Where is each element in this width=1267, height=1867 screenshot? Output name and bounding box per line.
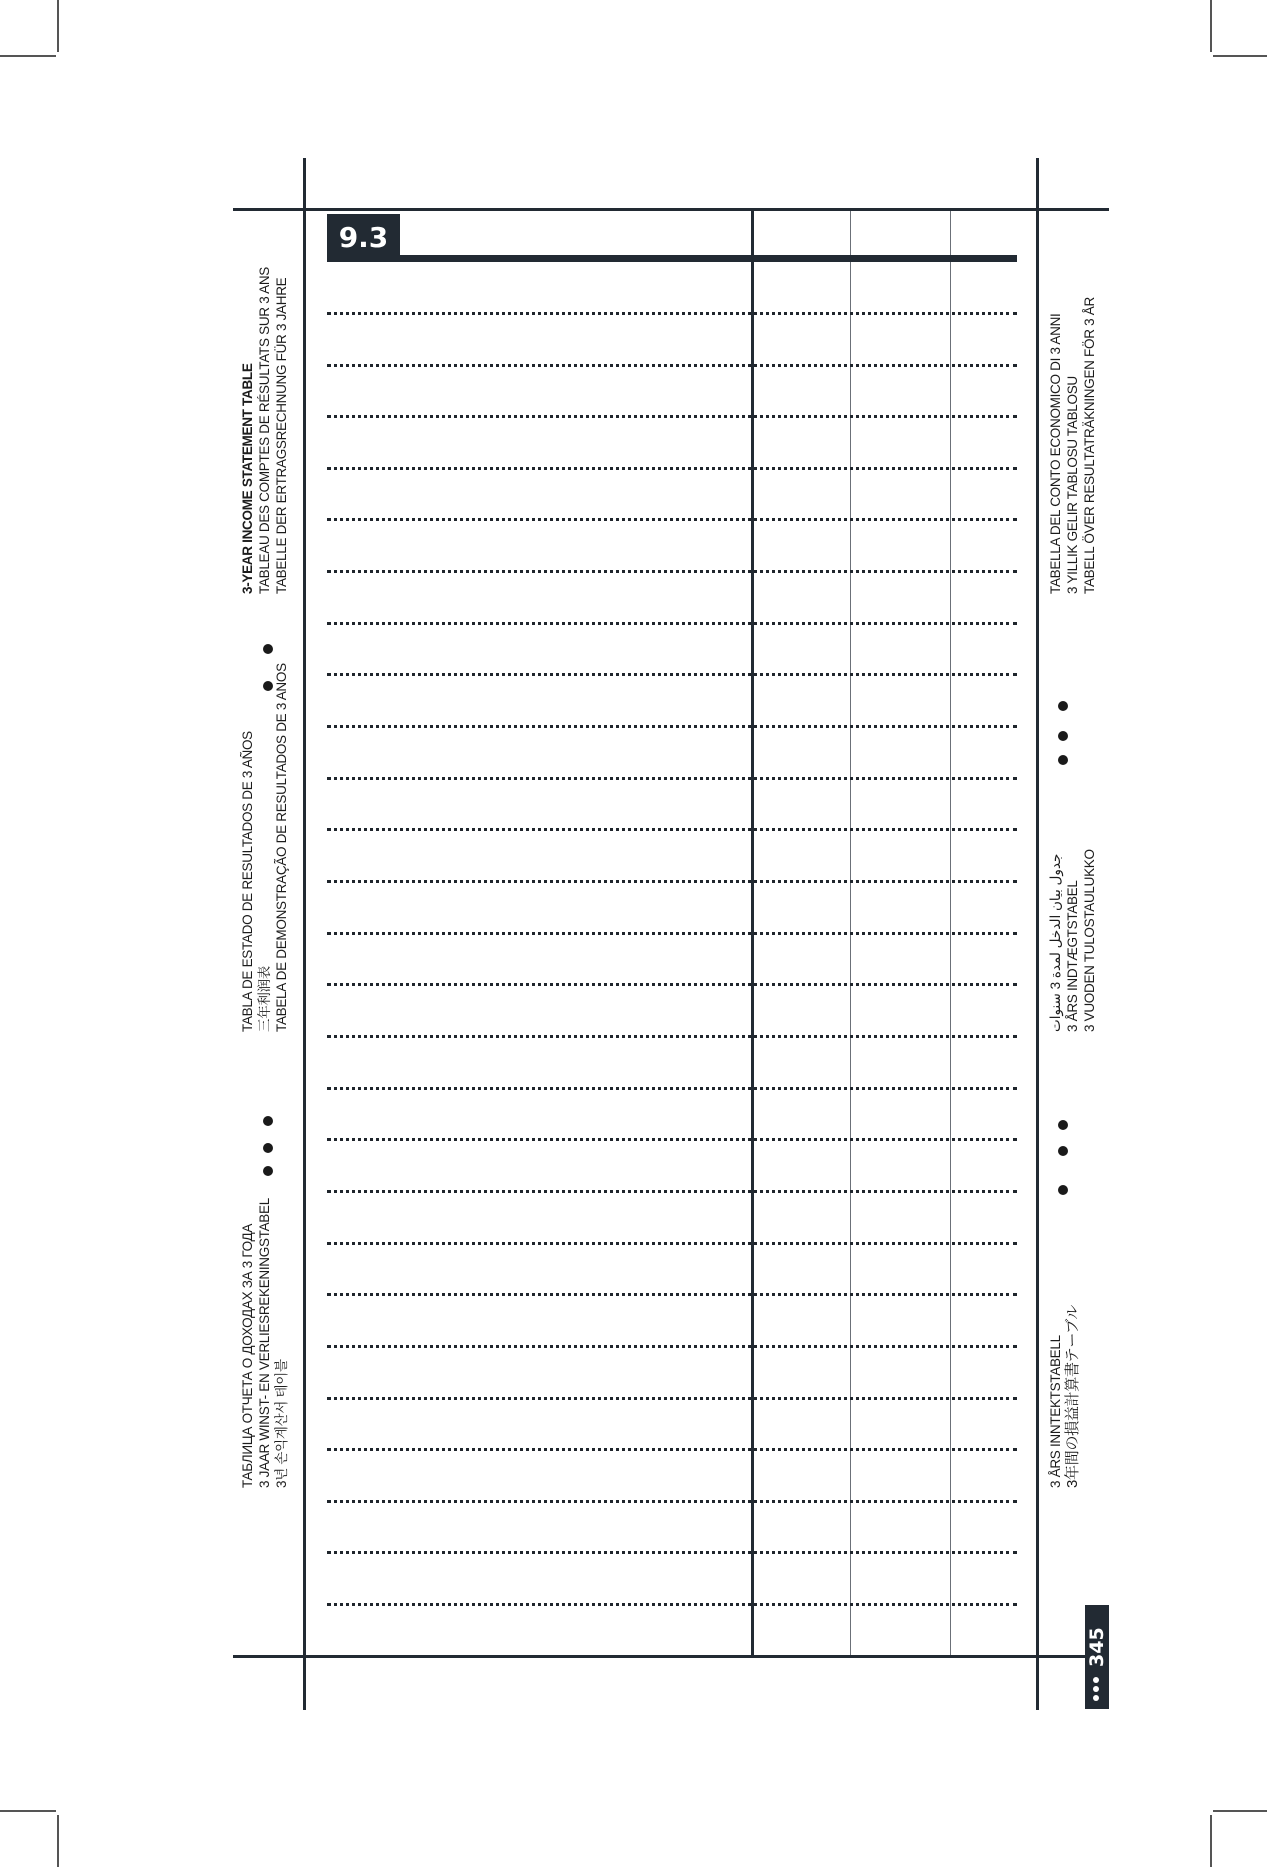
section-number-badge: 9.3 xyxy=(327,214,400,261)
entry-line xyxy=(327,1138,1017,1141)
frame-right-rule xyxy=(1036,158,1039,1710)
separator-dot xyxy=(263,1116,273,1126)
separator-dot xyxy=(1058,1185,1068,1195)
separator-dot xyxy=(263,1166,273,1176)
title-line: TABLA DE ESTADO DE RESULTADOS DE 3 AÑOS xyxy=(240,731,255,1032)
right-title-group-2 xyxy=(1047,849,1098,1032)
separator-dot xyxy=(1058,1146,1068,1156)
entry-line xyxy=(327,932,1017,935)
entry-line xyxy=(327,880,1017,883)
separator-dot xyxy=(1058,701,1068,711)
entry-line xyxy=(327,1397,1017,1400)
title-line: TABELL ÖVER RESULTATRÄKNINGEN FÖR 3 ÅR xyxy=(1082,297,1097,594)
title-line: 3 VUODEN TULOSTAULUKKO xyxy=(1082,849,1097,1032)
entry-line xyxy=(327,1293,1017,1296)
crop-mark xyxy=(1210,1815,1212,1867)
entry-line xyxy=(327,1551,1017,1554)
title-line: ТАБЛИЦА ОТЧЕТА О ДОХОДАХ ЗА 3 ГОДА xyxy=(240,1223,255,1488)
title-line: جدول بيان الدخل لمدة 3 سنوات xyxy=(1048,853,1063,1032)
entry-line xyxy=(327,673,1017,676)
header-bar xyxy=(327,255,1017,262)
entry-line xyxy=(327,1603,1017,1606)
left-title-group-1 xyxy=(239,1198,290,1488)
entry-line xyxy=(327,312,1017,315)
entry-line xyxy=(327,1345,1017,1348)
entry-line xyxy=(327,983,1017,986)
tab-dot xyxy=(1093,1695,1099,1701)
entry-line xyxy=(327,1242,1017,1245)
entry-line xyxy=(327,1448,1017,1451)
crop-mark xyxy=(1213,55,1267,57)
title-line: TABELLE DER ERTRAGSRECHNUNG FÜR 3 JAHRE xyxy=(274,277,289,594)
left-title-group-3 xyxy=(239,267,290,594)
page-number: 345 xyxy=(1086,1627,1108,1667)
entry-line xyxy=(327,622,1017,625)
title-line: 3 ÅRS INNTEKTSTABELL xyxy=(1048,1335,1063,1488)
separator-dot xyxy=(263,1143,273,1153)
entry-line xyxy=(327,777,1017,780)
title-line: TABELA DE DEMONSTRAÇÃO DE RESULTADOS DE 3 ANOS xyxy=(274,663,289,1032)
crop-mark xyxy=(0,1810,56,1812)
tab-dot xyxy=(1093,1686,1099,1692)
entry-line xyxy=(327,828,1017,831)
entry-line xyxy=(327,1035,1017,1038)
crop-mark xyxy=(1210,0,1212,52)
title-line: 3 YILLIK GELIR TABLOSU TABLOSU xyxy=(1065,376,1080,594)
entry-line xyxy=(327,1087,1017,1090)
entry-line xyxy=(327,570,1017,573)
main-title: 3-YEAR INCOME STATEMENT TABLE xyxy=(240,363,255,594)
title-line: 3年間の損益計算書テーブル xyxy=(1064,1304,1081,1488)
title-line: 3년 손익계산서 테이블 xyxy=(274,1359,289,1488)
right-title-group-1 xyxy=(1047,1305,1081,1488)
right-title-group-3 xyxy=(1047,297,1098,594)
entry-line xyxy=(327,364,1017,367)
separator-dot xyxy=(263,644,273,654)
separator-dot xyxy=(1058,1120,1068,1130)
frame-top-rule xyxy=(233,208,1109,211)
tab-dot xyxy=(1093,1677,1099,1683)
separator-dot xyxy=(263,681,273,691)
separator-dot xyxy=(1058,755,1068,765)
title-line: 3 JAAR WINST- EN VERLIESREKENINGSTABEL xyxy=(257,1198,272,1488)
entry-line xyxy=(327,518,1017,521)
title-line: TABELLA DEL CONTO ECONOMICO DI 3 ANNI xyxy=(1048,313,1063,594)
title-line: 三年利润表 xyxy=(257,966,272,1032)
left-title-group-2 xyxy=(239,663,290,1032)
frame-bottom-rule xyxy=(233,1655,1109,1658)
entry-line xyxy=(327,725,1017,728)
entry-line xyxy=(327,1500,1017,1503)
entry-line xyxy=(327,467,1017,470)
crop-mark xyxy=(0,55,56,57)
entry-line xyxy=(327,415,1017,418)
page-number-tab xyxy=(1085,1605,1109,1709)
separator-dot xyxy=(1058,731,1068,741)
title-line: 3 ÅRS INDTÆGTSTABEL xyxy=(1065,880,1080,1032)
crop-mark xyxy=(57,0,59,52)
crop-mark xyxy=(57,1815,59,1867)
entry-line xyxy=(327,1190,1017,1193)
title-line: TABLEAU DES COMPTES DE RÉSULTATS SUR 3 ANS xyxy=(257,267,272,594)
crop-mark xyxy=(1213,1810,1267,1812)
frame-left-rule xyxy=(303,158,306,1710)
